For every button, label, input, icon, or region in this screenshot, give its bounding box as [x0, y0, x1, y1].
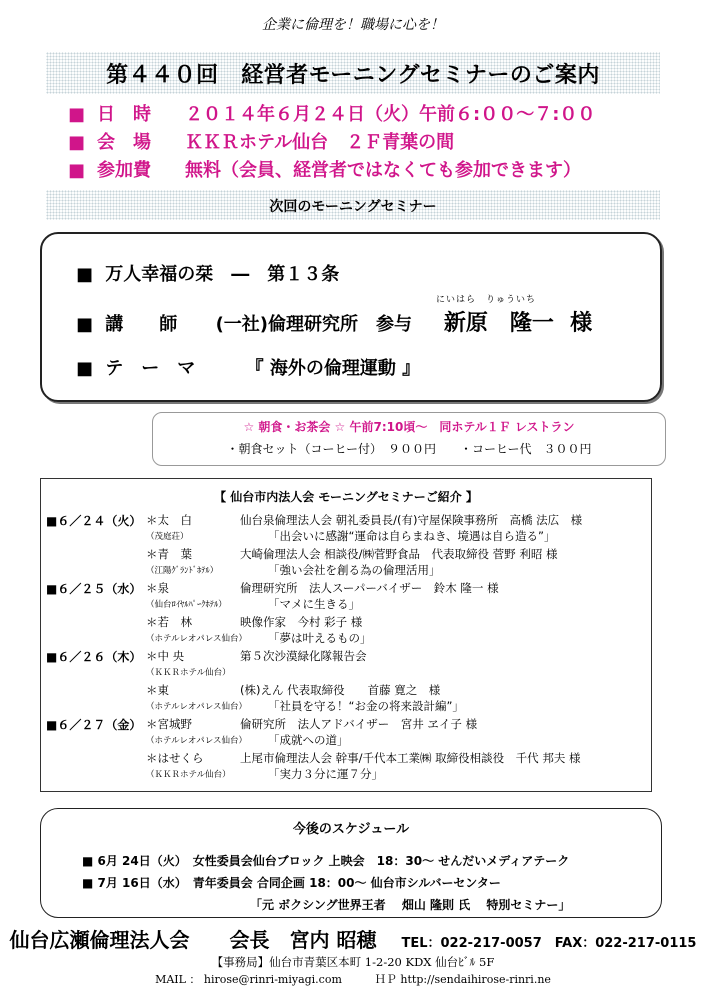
- intro-hotel: （ホテルレオパレス仙台）: [146, 702, 247, 712]
- footer-org-line: [0, 924, 706, 953]
- intro-branch-name: ＊若 林: [146, 615, 192, 629]
- venue-value: ＫＫＲホテル仙台 ２Ｆ青葉の間: [185, 132, 455, 153]
- intro-date: ■６／２５（水）: [46, 582, 142, 596]
- lecturer-org: (一社)倫理研究所 参与: [215, 314, 413, 335]
- tel-fax: TEL：022-217-0057 FAX：022-217-0115: [401, 936, 697, 951]
- organization-name: 仙台広瀬倫理法人会 会長 宮内 昭穂: [9, 928, 377, 952]
- schedule-item: ■ 6月 24日（火） 女性委員会仙台ブロック 上映会 18：30～ せんだいメディアテーク: [82, 854, 570, 868]
- square-bullet: ■: [76, 314, 94, 335]
- intro-hotel: （ＫＫＲホテル仙台）: [146, 668, 231, 678]
- intro-date: ■６／２６（木）: [46, 650, 142, 664]
- theme-line: [76, 354, 420, 380]
- fee-line: [68, 156, 581, 182]
- fee-label: 参加費: [97, 160, 152, 181]
- lecturer-label: 講 師: [105, 314, 178, 335]
- intro-topic: 「強い会社を創る為の倫理活用」: [268, 563, 441, 577]
- office-address: 【事務局】仙台市青葉区本町 1-2-20 KDX 仙台ﾋﾞﾙ 5F: [211, 955, 495, 969]
- square-bullet: ■: [68, 132, 86, 153]
- venue-label: 会 場: [97, 132, 152, 153]
- fee-value: 無料（会員、経営者ではなくても参加できます）: [185, 160, 582, 181]
- intro-speaker: 倫研究所 法人アドバイザー 宮井 ヱイ子 様: [240, 717, 478, 731]
- intro-branch-name: ＊中 央: [146, 649, 185, 663]
- intro-title: 【 仙台市内法人会 モーニングセミナーご紹介 】: [214, 490, 478, 504]
- intro-hotel: （茂庭荘）: [146, 532, 189, 542]
- lecturer-line: [76, 306, 592, 337]
- venue-line: [68, 128, 454, 154]
- intro-speaker: (株)えん 代表取締役 首藤 寛之 様: [240, 683, 441, 697]
- theme-value: 『 海外の倫理運動 』: [245, 358, 421, 379]
- next-seminar-heading: 次回のモーニングセミナー: [269, 199, 437, 215]
- date-label: 日 時: [97, 104, 152, 125]
- intro-speaker: 大崎倫理法人会 相談役/㈱菅野食品 代表取締役 菅野 利昭 様: [240, 547, 558, 561]
- article-line: [76, 260, 339, 286]
- intro-topic: 「実力３分に運７分」: [268, 767, 383, 781]
- intro-branch-name: ＊東: [146, 683, 169, 697]
- intro-hotel: （江陽ｸﾞﾗﾝﾄﾞﾎﾃﾙ）: [146, 566, 219, 576]
- intro-branch-name: ＊泉: [146, 581, 169, 595]
- intro-hotel: （ホテルレオパレス仙台）: [146, 634, 247, 644]
- intro-speaker: 第５次沙漠緑化隊報告会: [240, 649, 367, 663]
- intro-topic: 「マメに生きる」: [268, 597, 360, 611]
- intro-hotel: （ホテルレオパレス仙台）: [146, 736, 247, 746]
- date-line: [68, 100, 595, 126]
- intro-topic: 「夢は叶えるもの」: [268, 631, 372, 645]
- square-bullet: ■: [76, 264, 94, 285]
- intro-speaker: 仙台泉倫理法人会 朝礼委員長/(有)守屋保険事務所 高橋 法広 様: [240, 513, 583, 527]
- square-bullet: ■: [76, 358, 94, 379]
- schedule-title: 今後のスケジュール: [292, 822, 410, 837]
- square-bullet: ■: [68, 104, 86, 125]
- mail-hp: MAIL ： hirose@rinri-miyagi.com ＨＰ http://sendaihirose-rinri.ne: [155, 973, 551, 986]
- intro-topic: 「成就への道」: [268, 733, 349, 747]
- schedule-note: 「元 ボクシング世界王者 畑山 隆則 氏 特別セミナー」: [250, 898, 571, 912]
- intro-topic: 「社員を守る！“お金の将来設計編”」: [268, 699, 464, 713]
- breakfast-line-2: ・朝食セット（コーヒー付） ９００円 ・コーヒー代 ３００円: [226, 442, 592, 456]
- intro-branch-name: ＊青 葉: [146, 547, 192, 561]
- intro-hotel: （ＫＫＲホテル仙台）: [146, 770, 231, 780]
- intro-date: ■６／２４（火）: [46, 514, 142, 528]
- article-text: 万人幸福の栞 ― 第１３条: [105, 264, 340, 285]
- slogan: 企業に倫理を！職場に心を！: [262, 17, 444, 33]
- date-value: ２０１４年６月２４日（火）午前６:００～７:００: [185, 104, 596, 125]
- theme-label: テ ー マ: [105, 358, 196, 379]
- lecturer-reading: にいはら りゅういち: [436, 295, 537, 305]
- schedule-item: ■ 7月 16日（水） 青年委員会 合同企画 18：00～ 仙台市シルバーセンター: [82, 876, 501, 890]
- page-title: 第４４０回 経営者モーニングセミナーのご案内: [106, 63, 600, 88]
- square-bullet: ■: [68, 160, 86, 181]
- intro-topic: 「出会いに感謝“運命は自らまねき、境遇は自ら造る”」: [268, 529, 556, 543]
- breakfast-line-1: ☆ 朝食・お茶会 ☆ 午前7:10頃～ 同ホテル１Ｆ レストラン: [243, 420, 575, 434]
- intro-speaker: 上尾市倫理法人会 幹事/千代本工業㈱ 取締役相談役 千代 邦夫 様: [240, 751, 581, 765]
- intro-date: ■６／２７（金）: [46, 718, 142, 732]
- intro-branch-name: ＊宮城野: [146, 717, 192, 731]
- intro-hotel: （仙台ﾛｲﾔﾙﾊﾟｰｸﾎﾃﾙ）: [146, 600, 227, 610]
- intro-speaker: 映像作家 今村 彩子 様: [240, 615, 363, 629]
- lecturer-name: 新原 隆一: [443, 311, 554, 336]
- intro-speaker: 倫理研究所 法人スーパーバイザー 鈴木 隆一 様: [240, 581, 499, 595]
- intro-branch-name: ＊太 白: [146, 513, 192, 527]
- lecturer-honorific: 様: [570, 311, 593, 336]
- intro-branch-name: ＊はせくら: [146, 751, 204, 765]
